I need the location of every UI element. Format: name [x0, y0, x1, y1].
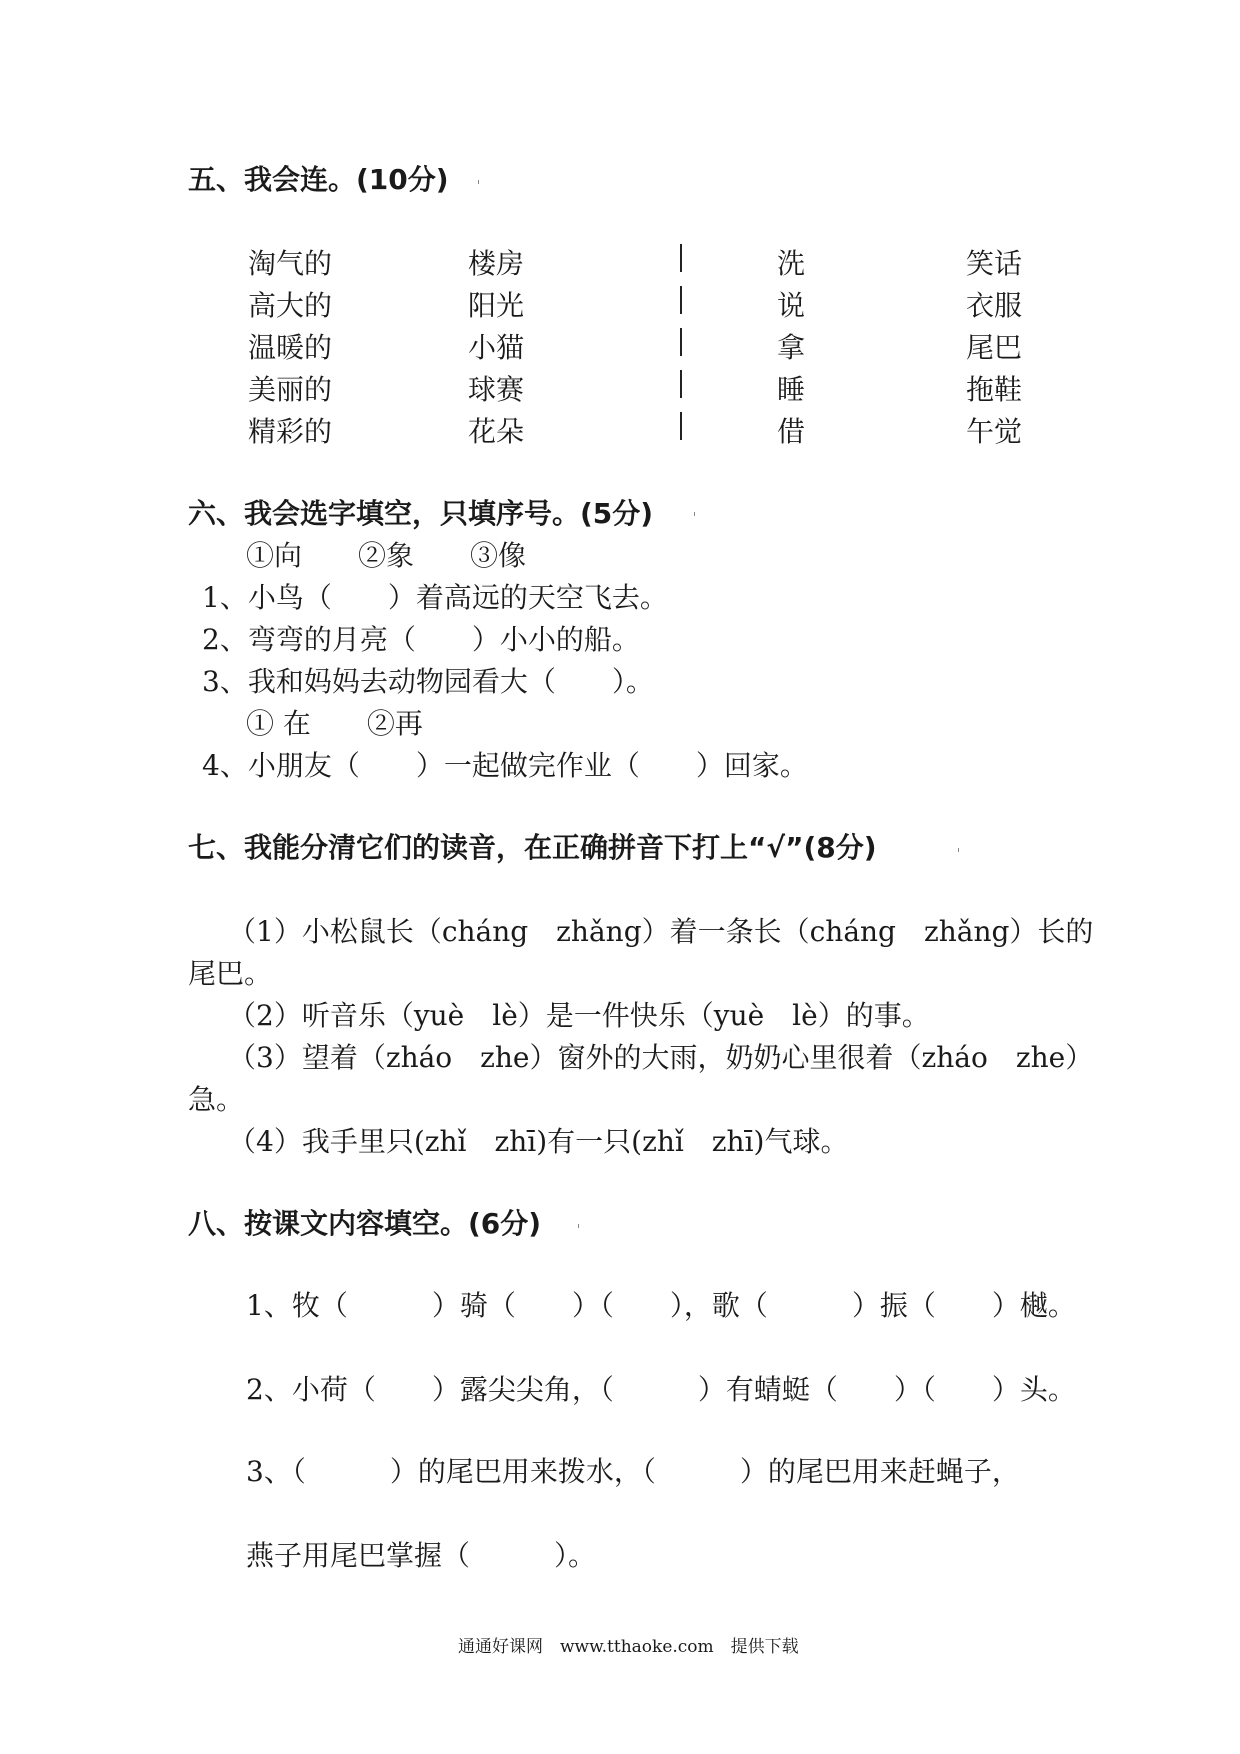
section-8-heading: 八、按课文内容填空。(6分): [188, 1207, 542, 1240]
match-right-noun: 拖鞋: [966, 373, 1023, 406]
scan-mark: [694, 512, 695, 516]
choice-options-2: ① 在 ②再: [246, 707, 423, 740]
match-right-verb: 说: [777, 289, 806, 322]
column-divider: [680, 244, 682, 272]
recite-question-1: 1、牧（ ）骑（ ）（ ），歌（ ）振（ ）樾。: [246, 1289, 1076, 1322]
match-right-noun: 午觉: [966, 415, 1023, 448]
match-right-verb: 睡: [777, 373, 806, 406]
fill-question-1: 1、小鸟（ ）着高远的天空飞去。: [202, 581, 668, 614]
match-left-adjective: 美丽的: [248, 373, 333, 406]
match-right-verb: 拿: [777, 331, 806, 364]
scan-mark: [478, 180, 479, 184]
match-left-adjective: 精彩的: [248, 415, 333, 448]
match-right-noun: 尾巴: [966, 331, 1023, 364]
pinyin-question-2: （2）听音乐（yuè lè）是一件快乐（yuè lè）的事。: [228, 999, 930, 1032]
section-6-heading: 六、我会选字填空，只填序号。(5分): [188, 497, 654, 530]
fill-question-4: 4、小朋友（ ）一起做完作业（ ）回家。: [202, 749, 808, 782]
scan-mark: [578, 1224, 579, 1228]
pinyin-question-1: （1）小松鼠长（cháng zhǎng）着一条长（cháng zhǎng）长的: [228, 915, 1094, 948]
pinyin-question-3: （3）望着（zháo zhe）窗外的大雨，奶奶心里很着（zháo zhe）: [228, 1041, 1094, 1074]
match-left-noun: 小猫: [468, 331, 525, 364]
fill-question-2: 2、弯弯的月亮（ ）小小的船。: [202, 623, 640, 656]
recite-question-2: 2、小荷（ ）露尖尖角，（ ）有蜻蜓（ ）（ ）头。: [246, 1373, 1076, 1406]
match-right-verb: 借: [777, 415, 806, 448]
match-right-verb: 洗: [777, 247, 806, 280]
column-divider: [680, 328, 682, 356]
match-left-noun: 花朵: [468, 415, 525, 448]
match-right-noun: 笑话: [966, 247, 1023, 280]
fill-question-3: 3、我和妈妈去动物园看大（ ）。: [202, 665, 654, 698]
recite-question-3-continued: 燕子用尾巴掌握（ ）。: [246, 1539, 597, 1572]
column-divider: [680, 286, 682, 314]
pinyin-question-3-continued: 急。: [188, 1083, 245, 1116]
section-5-heading: 五、我会连。(10分): [188, 163, 449, 196]
match-left-adjective: 温暖的: [248, 331, 333, 364]
scan-mark: [958, 848, 959, 852]
column-divider: [680, 370, 682, 398]
column-divider: [680, 412, 682, 440]
pinyin-question-4: （4）我手里只(zhǐ zhī)有一只(zhǐ zhī)气球。: [228, 1125, 849, 1158]
pinyin-question-1-continued: 尾巴。: [188, 957, 273, 990]
recite-question-3: 3、（ ）的尾巴用来拨水，（ ）的尾巴用来赶蝇子，: [246, 1455, 1020, 1488]
match-right-noun: 衣服: [966, 289, 1023, 322]
match-left-adjective: 高大的: [248, 289, 333, 322]
match-left-adjective: 淘气的: [248, 247, 333, 280]
match-left-noun: 阳光: [468, 289, 525, 322]
footer-source: 通通好课网 www.tthaoke.com 提供下载: [458, 1637, 799, 1657]
match-left-noun: 楼房: [468, 247, 525, 280]
match-left-noun: 球赛: [468, 373, 525, 406]
section-7-heading: 七、我能分清它们的读音，在正确拼音下打上“√”(8分): [188, 831, 877, 864]
choice-options-1: ①向 ②象 ③像: [246, 539, 527, 572]
